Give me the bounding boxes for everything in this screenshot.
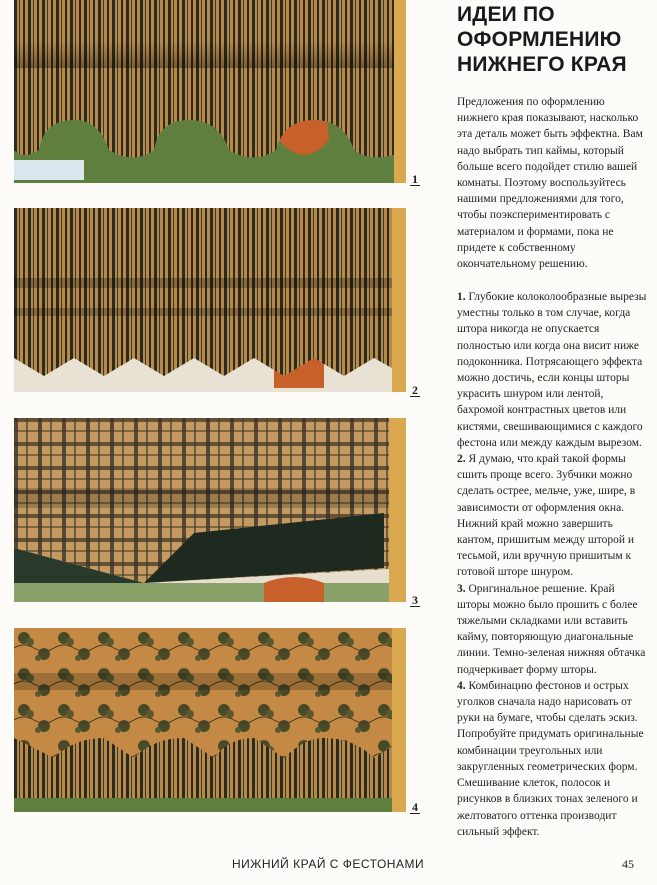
- item-3: [457, 581, 649, 678]
- photo-3-plaid-diagonal-blind: [14, 418, 406, 602]
- photo-label-2: 2: [412, 383, 418, 397]
- item-2-number: 2.: [457, 453, 466, 466]
- item-1: [457, 289, 649, 451]
- numbered-descriptions: [457, 289, 649, 840]
- item-2-text: Я думаю, что край такой формы сшить проще всего. Зубчики можно сделать острее, мельче, уже, шире, в зависимости от оформления окна. Нижний край можно завершить кантом, пришитым между шторой и тесьмой, или вручную пришитым к готовой шторе шнуром.: [457, 453, 636, 579]
- photo-1-striped-scalloped-blind: [14, 0, 406, 183]
- intro-paragraph: Предложения по оформлению нижнего края показывают, насколько эта деталь может быть эффектна. Вам надо выбрать тип каймы, который больше всего подойдет стилю вашей комнаты. Поэтому воспользуйтесь нашими предложениями для того, чтобы поэкспериментировать с материалом и формами, пока не придете к собственному окончательному решению.: [457, 96, 643, 271]
- photo-label-3: 3: [412, 593, 418, 607]
- item-3-number: 3.: [457, 582, 466, 595]
- page-number: 45: [622, 857, 634, 871]
- item-2: [457, 451, 649, 581]
- running-footer: НИЖНИЙ КРАЙ С ФЕСТОНАМИ: [232, 857, 425, 871]
- item-3-text: Оригинальное решение. Край шторы можно было прошить с более тяжелыми складками или вставить кайму, повторяющую диагональные линии. Темно-зеленая нижняя обтачка подчеркивает форму шторы.: [457, 582, 646, 676]
- item-1-number: 1.: [457, 291, 466, 303]
- title-line-2: ОФОРМЛЕНИЮ: [457, 28, 622, 51]
- photo-2-striped-zigzag-blind: [14, 208, 406, 392]
- photo-label-4: 4: [412, 800, 418, 814]
- title-line-1: ИДЕИ ПО: [457, 3, 555, 26]
- title-line-3: НИЖНЕГО КРАЯ: [457, 53, 627, 76]
- item-4-number: 4.: [457, 679, 466, 692]
- page-title: [457, 2, 652, 77]
- item-4: [457, 678, 649, 840]
- photo-4-floral-combined-blind: [14, 628, 406, 812]
- item-4-text: Комбинацию фестонов и острых уголков сначала надо нарисовать от руки на бумаге, чтобы сделать эскиз. Попробуйте придумать оригинальные комбинации треугольных или закругленных геометрических форм. Смешивание клеток, полосок и рисунков в близких тонах зеленого и желтоватого оттенка производит сильный эффект.: [457, 679, 644, 838]
- item-1-text: Глубокие колоколообразные вырезы уместны только в том случае, когда штора никогда не опускается полностью или когда она висит ниже подоконника. Потрясающего эффекта можно достичь, если концы шторы украсить шнуром или лентой, бахромой контрастных цветов или кистями, свешивающимися с каждого фестона или между каждым вырезом.: [457, 291, 647, 449]
- photo-label-1: 1: [412, 172, 418, 186]
